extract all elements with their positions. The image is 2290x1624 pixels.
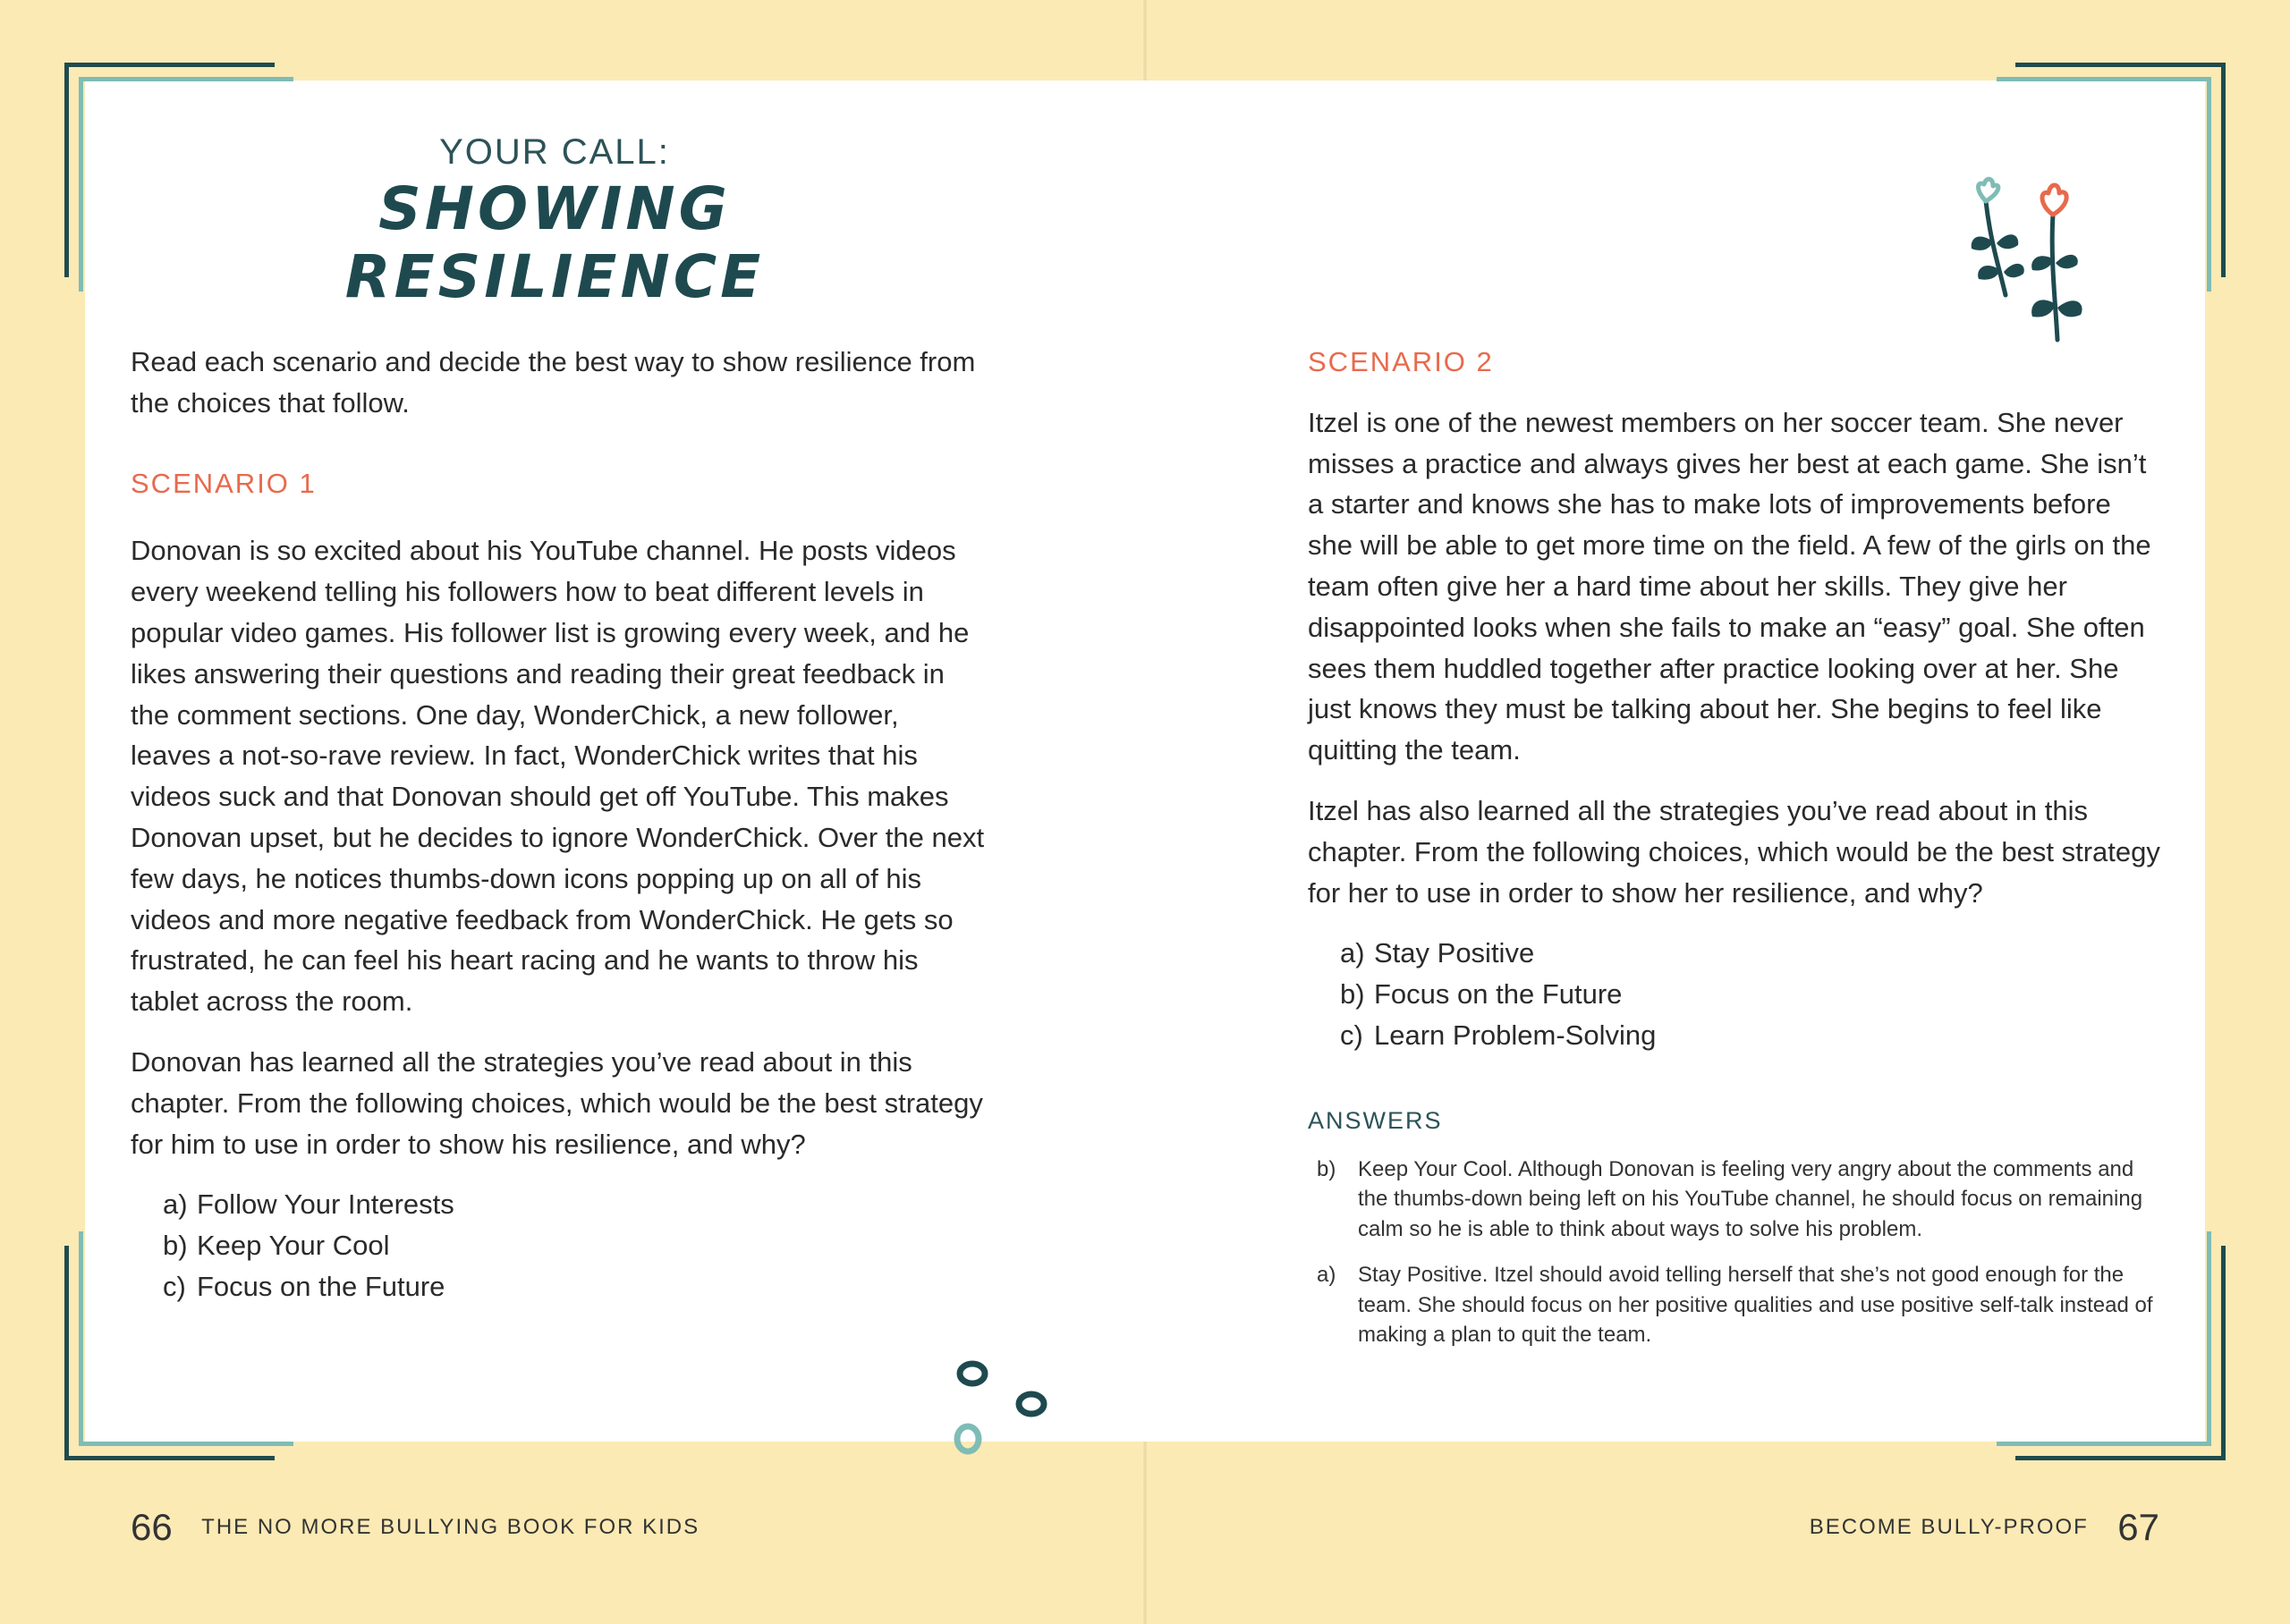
scenario-2-question: Itzel has also learned all the strategies you’ve read about in this chapter. From the following choices, which would be the best strategy for her to use in order to show her resilience, and why?	[1308, 794, 2160, 909]
choice-item: c) Focus on the Future	[163, 1270, 445, 1302]
choice-item: c) Learn Problem-Solving	[1340, 1019, 1657, 1051]
scenario-2-label: SCENARIO 2	[1308, 346, 1494, 377]
scenario-1-question: Donovan has learned all the strategies you’ve read about in this chapter. From the following choices, which would be the best strategy for him to use in order to show his resilience, and why?	[131, 1045, 983, 1160]
right-footer	[1810, 1506, 2159, 1549]
answers-list	[1308, 1155, 2162, 1350]
answer-item: a) Stay Positive. Itzel should avoid telling herself that she’s not good enough for the team. She should focus on her positive qualities and use positive self-talk instead of making a plan to quit the team.	[1317, 1263, 2153, 1348]
title-line-1: SHOWING	[378, 174, 731, 243]
scenario-2-text: Itzel is one of the newest members on her soccer team. She never misses a practice and always gives her best at each game. She isn’t a starter and knows she has to make lots of improvements before she will be able to get more time on the field. A few of the girls on the team often give her a hard time about her skills. They give her disappointed looks when she fails to make an “easy” goal. She often sees them huddled together after practice looking over at her. She just knows they must be talking about her. She begins to feel like quitting the team.	[1308, 406, 2151, 766]
answers-label: ANSWERS	[1308, 1106, 1443, 1134]
left-footer	[131, 1506, 700, 1549]
scenario-1-choices	[131, 1184, 985, 1307]
choice-item: a) Follow Your Interests	[163, 1188, 454, 1221]
book-title-footer: THE NO MORE BULLYING BOOK FOR KIDS	[201, 1515, 700, 1539]
title-line-2: RESILIENCE	[344, 242, 765, 311]
scenario-2-choices	[1308, 933, 2162, 1055]
page-number-right: 67	[2117, 1506, 2159, 1548]
flower-decoration-icon	[1950, 170, 2147, 358]
page-number-left: 66	[131, 1506, 173, 1548]
scenario-1-text: Donovan is so excited about his YouTube channel. He posts videos every weekend telling his followers how to beat different levels in popular video games. His follower list is growing every week, and he likes answering their questions and reading their great feedback in the comment sections. One day, WonderChick, a new follower, leaves a not-so-rave review. In fact, WonderChick writes that his videos suck and that Donovan should get off YouTube. This makes Donovan upset, but he decides to ignore WonderChick. Over the next few days, he notices thumbs-down icons popping up on all of his videos and more negative feedback from WonderChick. He gets so frustrated, he can feel his heart racing and he wants to throw his tablet across the room.	[131, 535, 985, 1018]
choice-item: b) Keep Your Cool	[163, 1230, 390, 1262]
right-column	[1308, 342, 2162, 1350]
chapter-title-footer: BECOME BULLY-PROOF	[1809, 1515, 2089, 1539]
scenario-1-label: SCENARIO 1	[131, 467, 317, 499]
page-title	[268, 175, 841, 311]
intro-text: Read each scenario and decide the best way to show resilience from the choices that follow.	[131, 346, 976, 419]
choice-item: a) Stay Positive	[1340, 937, 1535, 969]
heading-your-call: YOUR CALL:	[439, 132, 670, 172]
answer-item: b) Keep Your Cool. Although Donovan is feeling very angry about the comments and the thumbs-down being left on his YouTube channel, he should focus on remaining calm so he is able to think about ways to solve his problem.	[1317, 1156, 2143, 1241]
circle-decoration-icon	[939, 1349, 1056, 1465]
choice-item: b) Focus on the Future	[1340, 978, 1623, 1011]
left-column	[131, 342, 985, 1307]
